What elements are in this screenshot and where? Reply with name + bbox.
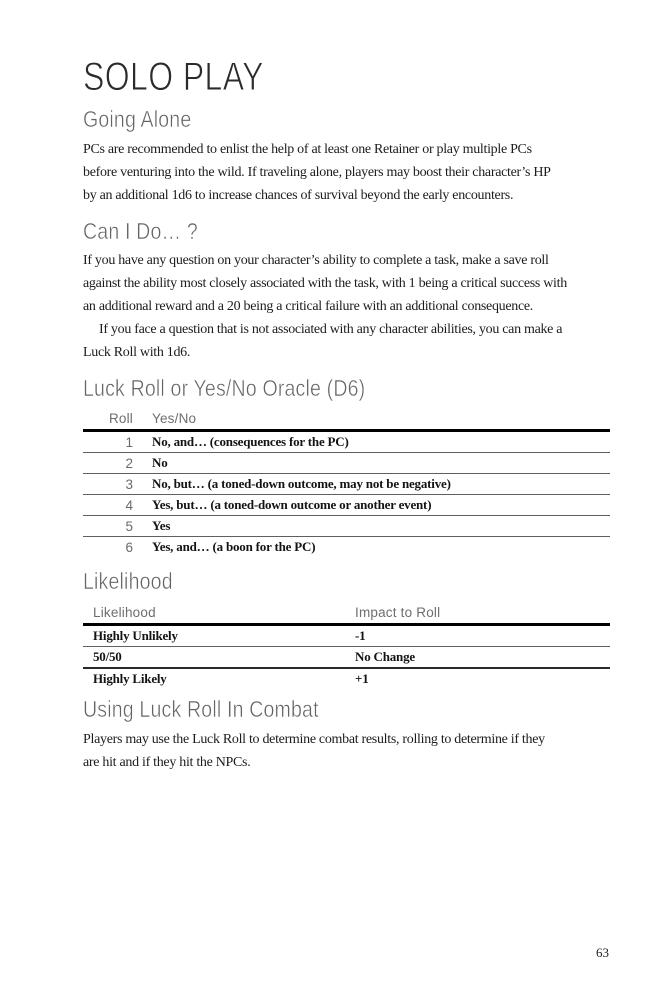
paragraph-line: before venturing into the wild. If traveling alone, players may boost their character’s HP — [83, 165, 551, 180]
table-row — [83, 669, 610, 689]
likelihood-cell: Highly Likely — [93, 671, 167, 686]
oracle-table — [83, 410, 610, 557]
table-row — [83, 626, 610, 647]
table-row — [83, 474, 610, 495]
likelihood-cell: Highly Unlikely — [93, 628, 178, 643]
table-row — [83, 537, 610, 557]
column-header-roll: Roll — [108, 411, 133, 426]
column-header-impact: Impact to Roll — [355, 605, 441, 620]
impact-cell: +1 — [355, 671, 369, 686]
roll-cell: 2 — [125, 455, 133, 471]
impact-cell: No Change — [355, 649, 415, 664]
table-row — [83, 647, 610, 669]
paragraph-line: an additional reward and a 20 being a critical failure with an additional consequence. — [83, 299, 534, 314]
paragraph-line: by an additional 1d6 to increase chances of survival beyond the early encounters. — [83, 188, 514, 203]
paragraph-line: PCs are recommended to enlist the help of at least one Retainer or play multiple PCs — [83, 142, 532, 157]
section-heading-oracle: Luck Roll or Yes/No Oracle (D6) — [83, 375, 366, 401]
page-title: SOLO PLAY — [83, 55, 264, 99]
paragraph-combat — [83, 728, 613, 774]
roll-cell: 5 — [125, 518, 133, 534]
oracle-table-header — [83, 410, 610, 432]
column-header-yes-no: Yes/No — [152, 411, 197, 426]
result-cell: Yes, but… (a toned-down outcome or another event) — [152, 497, 432, 512]
section-heading-can-i-do: Can I Do… ? — [83, 218, 198, 244]
paragraph-line: are hit and if they hit the NPCs. — [83, 755, 251, 770]
roll-cell: 1 — [125, 434, 133, 450]
result-cell: Yes, and… (a boon for the PC) — [152, 539, 316, 554]
impact-cell: -1 — [355, 628, 366, 643]
column-header-likelihood: Likelihood — [93, 605, 156, 620]
table-row — [83, 432, 610, 453]
section-heading-combat: Using Luck Roll In Combat — [83, 696, 319, 722]
likelihood-cell: 50/50 — [93, 649, 122, 664]
paragraph-going-alone — [83, 138, 613, 207]
table-row — [83, 495, 610, 516]
paragraph-line: Players may use the Luck Roll to determine combat results, rolling to determine if they — [83, 732, 545, 747]
paragraph-can-i-do-1 — [83, 249, 613, 318]
result-cell: Yes — [152, 518, 171, 533]
paragraph-line: If you face a question that is not associated with any character abilities, you can make a — [99, 322, 563, 337]
paragraph-can-i-do-2 — [83, 318, 613, 364]
paragraph-line: If you have any question on your character’s ability to complete a task, make a save roll — [83, 253, 549, 268]
section-heading-going-alone: Going Alone — [83, 106, 192, 132]
section-heading-likelihood: Likelihood — [83, 568, 173, 594]
likelihood-table-header — [83, 604, 610, 626]
result-cell: No, and… (consequences for the PC) — [152, 434, 349, 449]
page-content — [83, 0, 613, 774]
table-row — [83, 516, 610, 537]
result-cell: No, but… (a toned-down outcome, may not be negative) — [152, 476, 451, 491]
oracle-table-rows — [83, 432, 610, 557]
roll-cell: 4 — [125, 497, 133, 513]
roll-cell: 6 — [125, 539, 133, 555]
page-number: 63 — [596, 945, 609, 960]
result-cell: No — [152, 455, 168, 470]
roll-cell: 3 — [125, 476, 133, 492]
table-row — [83, 453, 610, 474]
likelihood-table-rows — [83, 626, 610, 689]
paragraph-line: Luck Roll with 1d6. — [83, 345, 191, 360]
likelihood-table — [83, 604, 610, 689]
paragraph-line: against the ability most closely associated with the task, with 1 being a critical success with — [83, 276, 567, 291]
